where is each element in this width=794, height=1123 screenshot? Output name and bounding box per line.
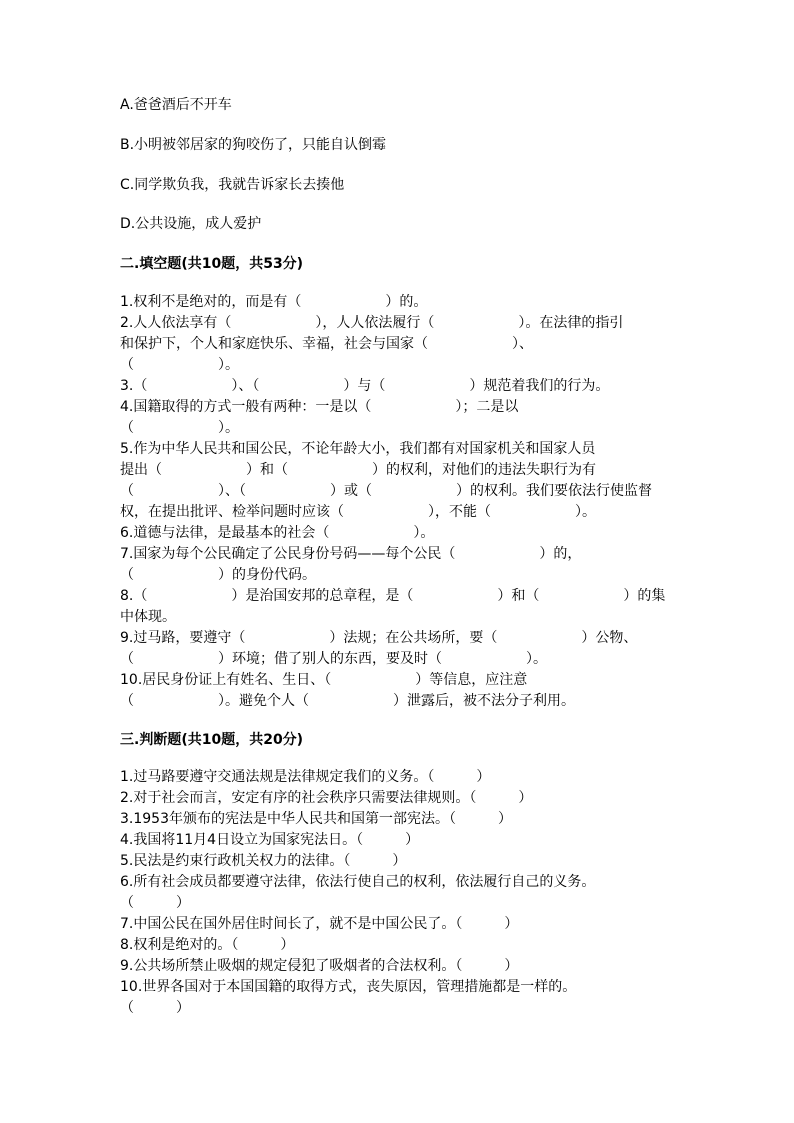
fill-line: 提出（ ）和（ ）的权利，对他们的违法失职行为有 <box>120 462 596 478</box>
section-2-title: 二.填空题(共10题，共53分) <box>120 256 304 272</box>
judge-line: 1.过马路要遵守交通法规是法律规定我们的义务。（ ） <box>120 769 491 785</box>
fill-line: （ ）的身份代码。 <box>120 567 316 583</box>
judge-line: 2.对于社会而言，安定有序的社会秩序只需要法律规则。（ ） <box>120 790 533 806</box>
judge-line: 10.世界各国对于本国国籍的取得方式，丧失原因，管理措施都是一样的。 <box>120 979 577 995</box>
fill-line: 2.人人依法享有（ ），人人依法履行（ ）。在法律的指引 <box>120 315 624 331</box>
option-d: D.公共设施，成人爱护 <box>120 216 262 232</box>
section-3-title: 三.判断题(共10题，共20分) <box>120 732 304 748</box>
fill-line: 8.（ ）是治国安邦的总章程，是（ ）和（ ）的集 <box>120 588 666 604</box>
fill-line: 9.过马路，要遵守（ ）法规；在公共场所，要（ ）公物、 <box>120 630 638 646</box>
fill-line: 中体现。 <box>120 609 176 625</box>
judge-line: 3.1953年颁布的宪法是中华人民共和国第一部宪法。（ ） <box>120 811 512 827</box>
option-b: B.小明被邻居家的狗咬伤了，只能自认倒霉 <box>120 137 387 153</box>
fill-line: 权，在提出批评、检举问题时应该（ ），不能（ ）。 <box>120 504 596 520</box>
judge-line: 6.所有社会成员都要遵守法律，依法行使自己的权利，依法履行自己的义务。 <box>120 874 596 890</box>
fill-line: 3.（ ）、（ ）与（ ）规范着我们的行为。 <box>120 378 610 394</box>
judge-line: （ ） <box>120 1000 190 1016</box>
fill-line: 4.国籍取得的方式一般有两种：一是以（ ）；二是以 <box>120 399 519 415</box>
fill-line: 和保护下，个人和家庭快乐、幸福，社会与国家（ ）、 <box>120 336 533 352</box>
fill-line: （ ）环境；借了别人的东西，要及时（ ）。 <box>120 651 547 667</box>
judge-line: 9.公共场所禁止吸烟的规定侵犯了吸烟者的合法权利。（ ） <box>120 958 519 974</box>
fill-line: 7.国家为每个公民确定了公民身份号码——每个公民（ ）的， <box>120 546 582 562</box>
judge-line: 4.我国将11月4日设立为国家宪法日。（ ） <box>120 832 420 848</box>
judge-line: （ ） <box>120 895 190 911</box>
fill-line: 5.作为中华人民共和国公民，不论年龄大小，我们都有对国家机关和国家人员 <box>120 441 596 457</box>
option-c: C.同学欺负我，我就告诉家长去揍他 <box>120 177 345 193</box>
judge-line: 7.中国公民在国外居住时间长了，就不是中国公民了。（ ） <box>120 916 519 932</box>
fill-line: （ ）、（ ）或（ ）的权利。我们要依法行使监督 <box>120 483 652 499</box>
judge-line: 8.权利是绝对的。（ ） <box>120 937 295 953</box>
fill-line: （ ）。避免个人（ ）泄露后，被不法分子利用。 <box>120 693 575 709</box>
judge-line: 5.民法是约束行政机关权力的法律。（ ） <box>120 853 407 869</box>
fill-line: 10.居民身份证上有姓名、生日、（ ）等信息，应注意 <box>120 672 528 688</box>
fill-line: （ ）。 <box>120 357 239 373</box>
fill-line: （ ）。 <box>120 420 239 436</box>
option-a: A.爸爸酒后不开车 <box>120 97 232 113</box>
fill-line: 6.道德与法律，是最基本的社会（ ）。 <box>120 525 435 541</box>
fill-line: 1.权利不是绝对的，而是有（ ）的。 <box>120 294 428 310</box>
